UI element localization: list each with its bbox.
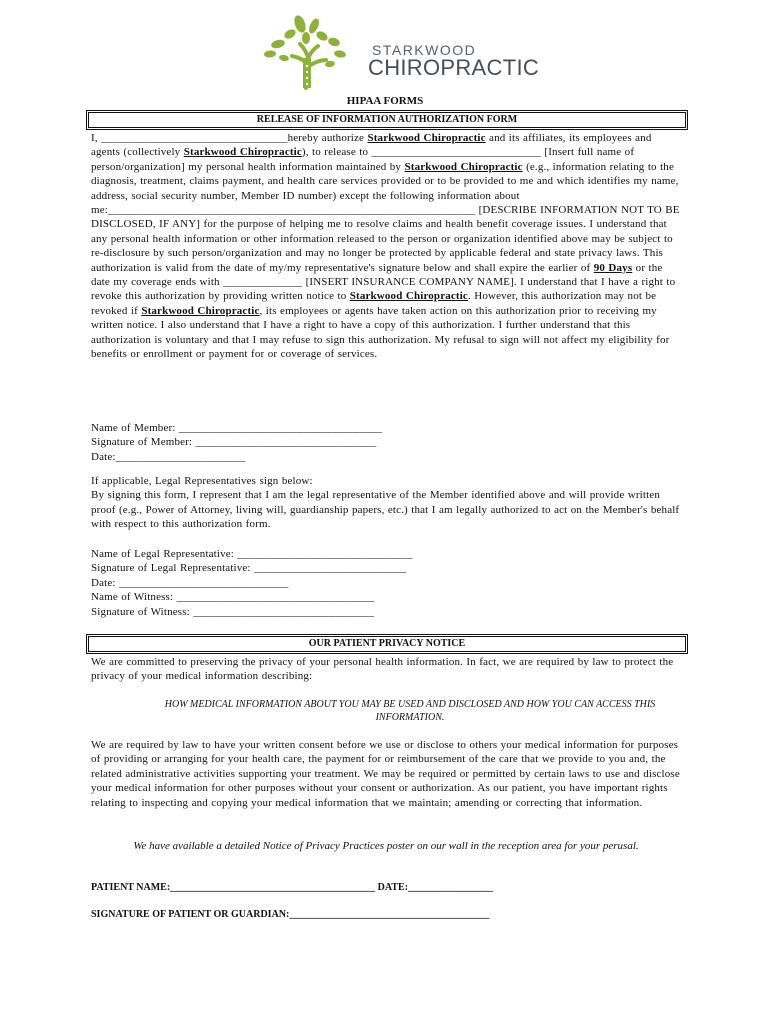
privacy-notice: We have available a detailed Notice of Privacy Practices poster on our wall in the reception area for your perusal. (133, 840, 639, 852)
company-name: Starkwood Chiropractic (404, 160, 523, 173)
witness-name-field[interactable]: Name of Witness: ___________________________________ (91, 591, 375, 604)
legal-rep-signature-field[interactable]: Signature of Legal Representative: ___________________________ (91, 562, 407, 575)
member-fields (91, 421, 681, 464)
privacy-intro: We are committed to preserving the privacy of your personal health information. In fact, we are required by law to protect the privacy of your medical information describing: (91, 656, 674, 683)
privacy-subheading: HOW MEDICAL INFORMATION ABOUT YOU MAY BE USED AND DISCLOSED AND HOW YOU CAN ACCESS THIS INFORMATION. (164, 699, 656, 723)
release-heading: RELEASE OF INFORMATION AUTHORIZATION FORM (86, 110, 688, 130)
company-name: Starkwood Chiropractic (141, 304, 260, 317)
legal-rep-intro-1: If applicable, Legal Representatives sign below: (91, 475, 313, 487)
tree-icon (256, 14, 366, 90)
patient-name-line[interactable]: PATIENT NAME:_________________________________________ DATE:_________________ (91, 882, 494, 893)
witness-signature-field[interactable]: Signature of Witness: ________________________________ (91, 605, 375, 618)
privacy-body: We are required by law to have your written consent before we use or disclose to others your medical information for purposes of providing or arranging for your health care, the payment for or reimbursement of the care that we provide to you and, the related administrative activities supporting your treatment. We may be required or permitted by certain laws to use and disclose your medical information for other purposes without your consent or authorization. As our patient, you have important rights relating to inspecting and copying your medical information that we maintain; amending or correcting that information. (91, 739, 680, 809)
logo-line-1: STARKWOOD (372, 42, 477, 58)
company-name: Starkwood Chiropractic (183, 146, 302, 159)
member-date-field[interactable]: Date:_______________________ (91, 450, 246, 463)
legal-rep-intro (91, 474, 681, 532)
member-name-field[interactable]: Name of Member: ____________________________________ (91, 422, 383, 434)
legal-rep-intro-2: By signing this form, I represent that I am the legal representative of the Member identified above and will provide written proof (e.g., Power of Attorney, living will, guardianship papers, etc.) that I am legally authorized to act on the Member's behalf with respect to this authorization form. (91, 489, 680, 531)
legal-rep-name-field[interactable]: Name of Legal Representative: _______________________________ (91, 548, 413, 560)
legal-rep-date-field[interactable]: Date: ______________________________ (91, 576, 289, 589)
member-signature-field[interactable]: Signature of Member: ________________________________ (91, 436, 377, 449)
company-name: Starkwood Chiropractic (349, 290, 468, 303)
logo-line-2: CHIROPRACTIC (368, 55, 540, 80)
legal-rep-fields (91, 547, 681, 619)
starkwood-logo (256, 14, 540, 90)
expiry-days: 90 Days (593, 261, 633, 274)
page-title: HIPAA FORMS (346, 95, 424, 107)
privacy-heading: OUR PATIENT PRIVACY NOTICE (86, 634, 688, 654)
release-paragraph: I, _________________________________hereby authorize Starkwood Chiropractic and its affiliates, its employees and agents (collectively Starkwood Chiropractic), to release to ______________________________ [Insert full name of person/organization] my personal health information maintained by Starkwood Chiropractic (e.g., information relating to the diagnosis, treatment, claims payment, and health care services provided or to be provided to me and which identifies my name, address, social security number, Member ID number) except the following information about me:_________________________________________________________________ [DESCRIBE INFORMATION NOT TO BE DISCLOSED, IF ANY] for the purpose of helping me to resolve claims and health benefit coverage issues. I understand that any personal health information or other information released to the person or organization identified above may be subject to re-disclosure by such person/organization and may no longer be protected by applicable federal and state privacy laws. This authorization is valid from the date of my/my representative's signature below and shall expire the earlier of 90 Days or the date my coverage ends with ______________ [INSERT INSURANCE COMPANY NAME]. I understand that I have a right to revoke this authorization by providing written notice to Starkwood Chiropractic. However, this authorization may not be revoked if Starkwood Chiropractic, its employees or agents have taken action on this authorization prior to receiving my written notice. I also understand that I have a right to have a copy of this authorization. I further understand that this authorization is voluntary and that I may refuse to sign this authorization. My refusal to sign will not affect my eligibility for benefits or enrollment or payment for or coverage of services. (91, 132, 680, 361)
signature-line[interactable]: SIGNATURE OF PATIENT OR GUARDIAN:________________________________________ (91, 909, 490, 920)
company-name: Starkwood Chiropractic (367, 132, 486, 144)
